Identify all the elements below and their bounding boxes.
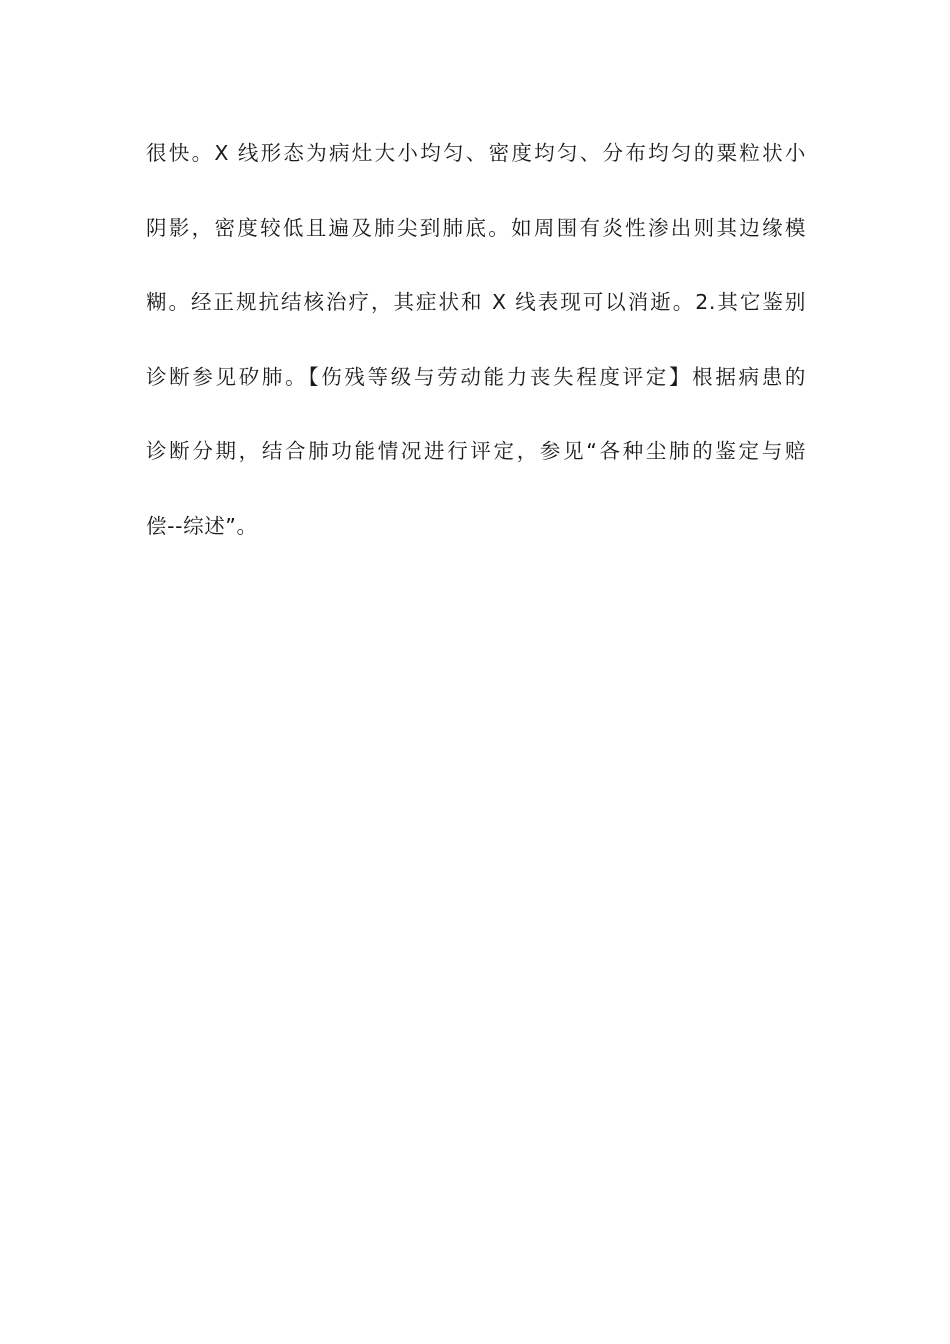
paragraph-line-1: 很快。X 线形态为病灶大小均匀、密度均匀、分布均匀的粟粒状小 bbox=[146, 141, 806, 165]
paragraph-line-3: 糊。经正规抗结核治疗，其症状和 X 线表现可以消逝。2.其它鉴别 bbox=[146, 290, 806, 314]
paragraph-line-6: 偿--综述”。 bbox=[146, 513, 258, 538]
body-paragraph bbox=[146, 133, 806, 580]
paragraph-line-4: 诊断参见矽肺。【伤残等级与劳动能力丧失程度评定】根据病患的 bbox=[146, 364, 806, 389]
paragraph-line-2: 阴影，密度较低且遍及肺尖到肺底。如周围有炎性渗出则其边缘模 bbox=[146, 215, 806, 240]
paragraph-line-5: 诊断分期，结合肺功能情况进行评定，参见“各种尘肺的鉴定与赔 bbox=[146, 439, 806, 463]
